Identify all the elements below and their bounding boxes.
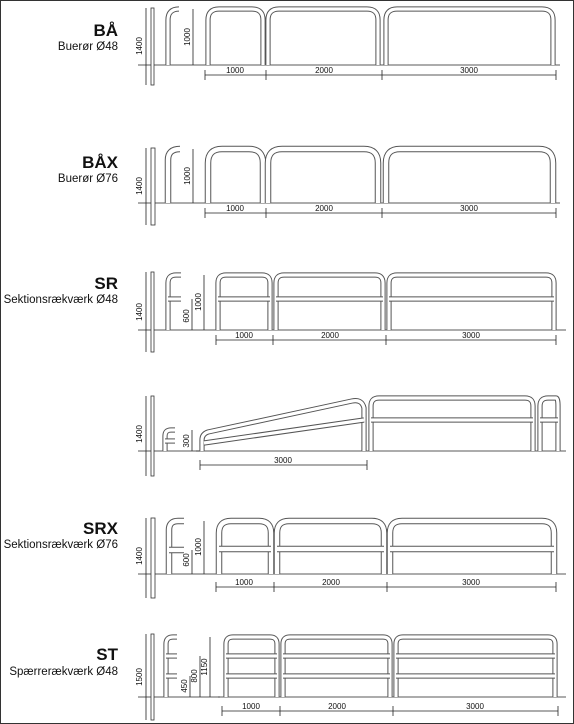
front-view <box>218 637 566 716</box>
section-ba <box>58 8 560 85</box>
side-profile <box>135 634 220 720</box>
section-code: BÅ <box>93 21 118 40</box>
span-label: 1000 <box>242 702 260 711</box>
span-label: 1000 <box>235 578 253 587</box>
height-label: 600 <box>182 309 191 323</box>
height-label: 1150 <box>200 658 209 676</box>
section-subtitle: Sektionsrækværk Ø48 <box>3 294 118 306</box>
span-label: 3000 <box>460 204 478 213</box>
height-label: 1000 <box>183 28 192 46</box>
section-code: ST <box>96 645 118 664</box>
front-view <box>210 275 566 345</box>
height-label: 1400 <box>135 425 144 443</box>
height-label: 1400 <box>135 177 144 195</box>
span-label: 2000 <box>321 331 339 340</box>
span-label: 2000 <box>322 578 340 587</box>
height-label: 1400 <box>135 547 144 565</box>
section-subtitle: Buerør Ø48 <box>57 41 118 53</box>
span-label: 2000 <box>315 204 333 213</box>
span-label: 3000 <box>274 456 292 465</box>
front-view <box>210 521 566 592</box>
section-srx <box>4 518 566 598</box>
height-label: 600 <box>182 553 191 567</box>
section-subtitle: Sektionsrækværk Ø76 <box>3 539 118 551</box>
side-profile <box>135 148 200 225</box>
span-label: 1000 <box>226 204 244 213</box>
span-label: 3000 <box>462 578 480 587</box>
height-label: 1400 <box>135 37 144 55</box>
side-profile <box>135 272 210 352</box>
span-label: 3000 <box>460 66 478 75</box>
span-label: 3000 <box>462 331 480 340</box>
height-label: 300 <box>182 434 191 448</box>
section-bax <box>58 148 560 225</box>
front-view <box>196 398 566 470</box>
front-view <box>200 9 560 80</box>
front-view <box>200 149 560 218</box>
span-label: 2000 <box>315 66 333 75</box>
height-label: 1500 <box>135 668 144 686</box>
section-ramp <box>135 396 566 476</box>
side-profile <box>135 518 210 598</box>
span-label: 1000 <box>235 331 253 340</box>
section-subtitle: Buerør Ø76 <box>57 173 118 185</box>
side-profile <box>135 396 200 476</box>
section-subtitle: Spærrerækværk Ø48 <box>9 666 118 678</box>
height-label: 1400 <box>135 303 144 321</box>
section-sr <box>4 272 566 352</box>
span-label: 2000 <box>328 702 346 711</box>
height-label: 800 <box>190 669 199 683</box>
side-profile <box>135 8 200 85</box>
span-label: 1000 <box>226 66 244 75</box>
section-st <box>9 634 566 720</box>
height-label: 450 <box>180 679 189 693</box>
height-label: 1000 <box>194 293 203 311</box>
section-code: SRX <box>83 519 118 538</box>
section-code: SR <box>94 274 118 293</box>
height-label: 1000 <box>183 167 192 185</box>
height-label: 1000 <box>194 538 203 556</box>
span-label: 3000 <box>466 702 484 711</box>
section-code: BÅX <box>82 153 118 172</box>
